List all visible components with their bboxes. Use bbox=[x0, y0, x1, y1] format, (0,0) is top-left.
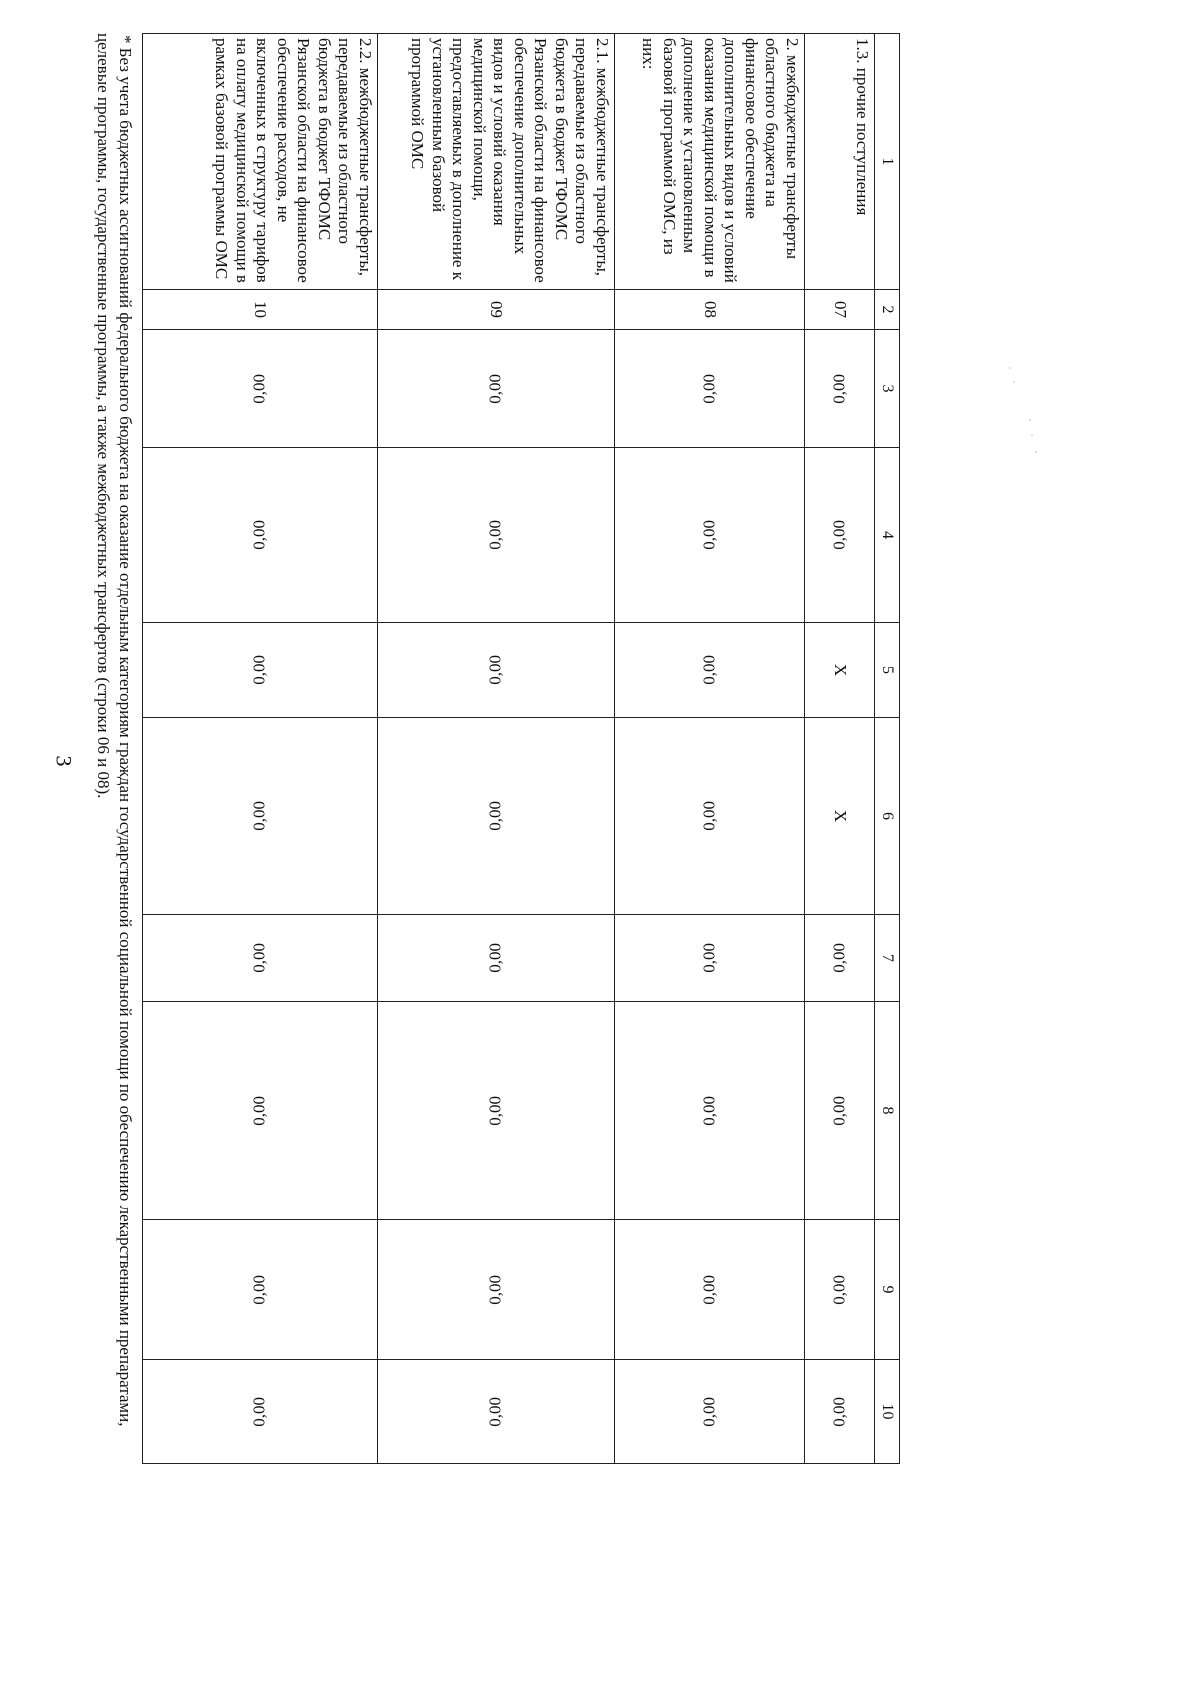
cell-value: 0,00 bbox=[485, 655, 505, 685]
table-cell bbox=[805, 330, 875, 448]
table-cell bbox=[378, 448, 615, 623]
table-cell bbox=[378, 623, 615, 718]
row-label: 2. межбюджетные трансферты областного бюджета на финансовое обеспечение дополнительных видов и условий оказания медицинской помощи в дополнение к установленным базовой программой ОМС, из них: bbox=[615, 34, 805, 290]
column-number: 9 bbox=[875, 1220, 900, 1360]
table-cell bbox=[615, 915, 805, 1002]
table-cell bbox=[805, 448, 875, 623]
table-cell bbox=[805, 718, 875, 915]
table-cell bbox=[143, 448, 378, 623]
table-cell bbox=[615, 1002, 805, 1220]
table-cell bbox=[143, 1360, 378, 1464]
column-number: 3 bbox=[875, 330, 900, 448]
column-number: 2 bbox=[875, 290, 900, 330]
cell-value: Х bbox=[830, 809, 850, 823]
table-cell bbox=[615, 330, 805, 448]
cell-value: 0,00 bbox=[699, 1095, 719, 1126]
cell-value: 0,00 bbox=[699, 520, 719, 550]
table-cell bbox=[143, 1220, 378, 1360]
table-cell bbox=[378, 718, 615, 915]
table-cell bbox=[378, 330, 615, 448]
cell-value: Х bbox=[830, 663, 850, 677]
table-cell bbox=[615, 1220, 805, 1360]
table-cell bbox=[615, 448, 805, 623]
row-code: 07 bbox=[805, 290, 875, 330]
cell-value: 0,00 bbox=[829, 1274, 849, 1305]
rotated-page-content bbox=[95, 33, 900, 1463]
table-cell bbox=[615, 623, 805, 718]
cell-value: 0,00 bbox=[485, 801, 505, 831]
table-cell bbox=[378, 1220, 615, 1360]
cell-value: 0,00 bbox=[829, 520, 849, 550]
row-code: 10 bbox=[143, 290, 378, 330]
column-number-row bbox=[875, 34, 900, 1464]
cell-value: 0,00 bbox=[249, 1274, 269, 1305]
table-cell bbox=[805, 1220, 875, 1360]
table-cell bbox=[378, 1002, 615, 1220]
column-number: 1 bbox=[875, 34, 900, 290]
cell-value: 0,00 bbox=[699, 655, 719, 685]
budget-table bbox=[142, 33, 900, 1464]
footnote: * Без учета бюджетных ассигнований федерального бюджета на оказание отдельным категориям граждан государственной социальной помощи по обеспечению лекарственными препаратами, целевые программы, государственные программы, а также межбюджетных трансфертов (строки 06 и 08). bbox=[94, 33, 135, 1427]
row-label: 2.2. межбюджетные трансферты, передаваемые из областного бюджета в бюджет ТФОМС Рязанской области на финансовое обеспечение расходов, не включенных в структуру тарифов на оплату медицинской помощи в рамках базовой программы ОМС bbox=[143, 34, 378, 290]
table-cell bbox=[378, 915, 615, 1002]
table-row bbox=[378, 34, 615, 1464]
column-number: 8 bbox=[875, 1002, 900, 1220]
table-cell bbox=[805, 623, 875, 718]
column-number: 5 bbox=[875, 623, 900, 718]
column-number: 7 bbox=[875, 915, 900, 1002]
table-row bbox=[615, 34, 805, 1464]
column-number: 6 bbox=[875, 718, 900, 915]
row-code: 09 bbox=[378, 290, 615, 330]
table-cell bbox=[143, 1002, 378, 1220]
cell-value: 0,00 bbox=[485, 1095, 505, 1126]
table-row bbox=[805, 34, 875, 1464]
table-cell bbox=[805, 1360, 875, 1464]
cell-value: 0,00 bbox=[699, 1274, 719, 1305]
cell-value: 0,00 bbox=[485, 520, 505, 550]
cell-value: 0,00 bbox=[249, 655, 269, 685]
table-cell bbox=[805, 915, 875, 1002]
cell-value: 0,00 bbox=[249, 1095, 269, 1126]
scan-specks bbox=[1000, 360, 1040, 500]
table-cell bbox=[143, 718, 378, 915]
table-row bbox=[143, 34, 378, 1464]
row-label: 1.3. прочие поступления bbox=[805, 34, 875, 290]
page-number: 3 bbox=[51, 755, 77, 767]
table-cell bbox=[615, 1360, 805, 1464]
cell-value: 0,00 bbox=[249, 801, 269, 831]
column-number: 4 bbox=[875, 448, 900, 623]
table-cell bbox=[805, 1002, 875, 1220]
cell-value: 0,00 bbox=[829, 373, 849, 404]
table-cell bbox=[143, 915, 378, 1002]
cell-value: 0,00 bbox=[485, 1274, 505, 1305]
cell-value: 0,00 bbox=[485, 373, 505, 404]
row-label: 2.1. межбюджетные трансферты, передаваемые из областного бюджета в бюджет ТФОМС Рязанской области на финансовое обеспечение дополнительных видов и условий оказания медицинской помощи, предоставляемых в дополнение к установленным базовой программой ОМС bbox=[378, 34, 615, 290]
cell-value: 0,00 bbox=[699, 373, 719, 404]
cell-value: 0,00 bbox=[829, 1396, 849, 1427]
cell-value: 0,00 bbox=[829, 943, 849, 973]
cell-value: 0,00 bbox=[249, 1396, 269, 1427]
cell-value: 0,00 bbox=[699, 1396, 719, 1427]
cell-value: 0,00 bbox=[249, 373, 269, 404]
table-cell bbox=[143, 623, 378, 718]
cell-value: 0,00 bbox=[485, 943, 505, 973]
cell-value: 0,00 bbox=[249, 520, 269, 550]
table-cell bbox=[378, 1360, 615, 1464]
cell-value: 0,00 bbox=[829, 1095, 849, 1126]
row-code: 08 bbox=[615, 290, 805, 330]
cell-value: 0,00 bbox=[485, 1396, 505, 1427]
column-number: 10 bbox=[875, 1360, 900, 1464]
cell-value: 0,00 bbox=[249, 943, 269, 973]
cell-value: 0,00 bbox=[699, 801, 719, 831]
table-cell bbox=[143, 330, 378, 448]
cell-value: 0,00 bbox=[699, 943, 719, 973]
table-cell bbox=[615, 718, 805, 915]
